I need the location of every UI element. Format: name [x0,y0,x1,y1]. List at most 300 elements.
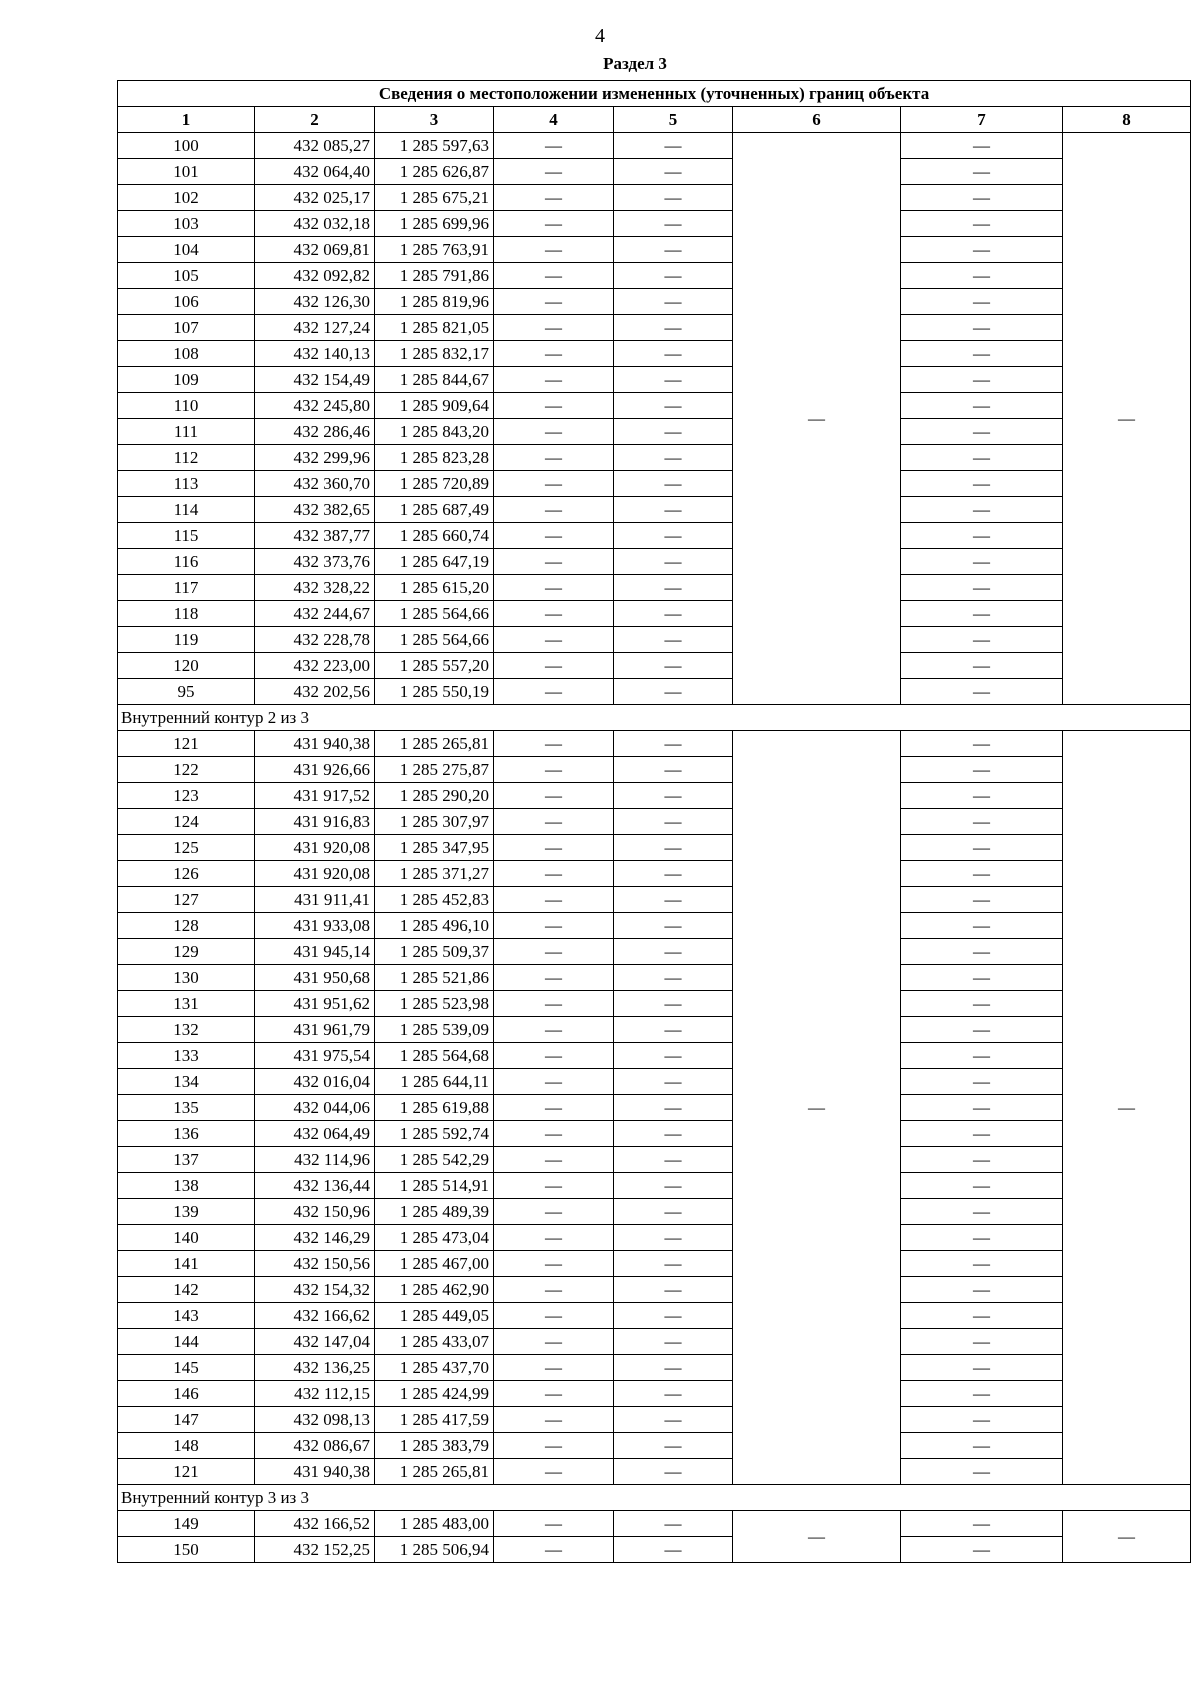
dash-cell: — [494,601,614,627]
dash-cell: — [614,263,733,289]
column-header-row [118,107,1191,133]
coordinate-y: 1 285 699,96 [375,211,494,237]
coordinate-y: 1 285 489,39 [375,1199,494,1225]
dash-cell: — [494,731,614,757]
dash-cell: — [901,757,1063,783]
dash-cell: — [614,913,733,939]
point-number: 108 [118,341,255,367]
table-row [118,783,1191,809]
dash-cell: — [614,991,733,1017]
table-row [118,835,1191,861]
dash-cell: — [494,913,614,939]
point-number: 121 [118,1459,255,1485]
dash-cell: — [494,1017,614,1043]
coordinate-y: 1 285 506,94 [375,1537,494,1563]
point-number: 118 [118,601,255,627]
table-caption: Сведения о местоположении измененных (уточненных) границ объекта [118,81,1191,107]
table-row [118,809,1191,835]
dash-cell: — [901,211,1063,237]
point-number: 144 [118,1329,255,1355]
dash-cell: — [614,731,733,757]
table-row [118,1095,1191,1121]
dash-cell: — [901,315,1063,341]
point-number: 109 [118,367,255,393]
coordinate-x: 431 933,08 [255,913,375,939]
dash-cell: — [494,185,614,211]
dash-cell: — [614,679,733,705]
table-row [118,1069,1191,1095]
coordinate-y: 1 285 823,28 [375,445,494,471]
dash-cell: — [614,835,733,861]
coordinate-x: 431 950,68 [255,965,375,991]
dash-cell: — [614,133,733,159]
dash-cell: — [494,861,614,887]
coordinate-x: 431 940,38 [255,1459,375,1485]
dash-cell: — [614,1329,733,1355]
point-number: 106 [118,289,255,315]
coordinate-x: 432 064,40 [255,159,375,185]
dash-cell: — [494,1225,614,1251]
coordinate-y: 1 285 275,87 [375,757,494,783]
dash-cell: — [901,1199,1063,1225]
dash-cell: — [614,419,733,445]
dash-cell: — [901,835,1063,861]
point-number: 123 [118,783,255,809]
point-number: 100 [118,133,255,159]
dash-cell: — [901,419,1063,445]
dash-cell: — [494,367,614,393]
dash-cell: — [614,1355,733,1381]
coordinate-y: 1 285 821,05 [375,315,494,341]
dash-cell: — [494,679,614,705]
point-number: 126 [118,861,255,887]
coordinate-x: 432 032,18 [255,211,375,237]
coordinate-x: 432 382,65 [255,497,375,523]
coordinate-x: 431 920,08 [255,835,375,861]
coordinate-x: 432 166,52 [255,1511,375,1537]
point-number: 122 [118,757,255,783]
coordinate-x: 432 154,32 [255,1277,375,1303]
dash-cell: — [614,315,733,341]
coordinate-y: 1 285 265,81 [375,731,494,757]
dash-cell: — [494,393,614,419]
dash-cell: — [614,341,733,367]
dash-cell: — [494,965,614,991]
table-row [118,1277,1191,1303]
point-number: 150 [118,1537,255,1563]
dash-cell: — [614,939,733,965]
coordinate-x: 432 244,67 [255,601,375,627]
dash-cell: — [494,289,614,315]
dash-cell: — [614,627,733,653]
table-row [118,1173,1191,1199]
coordinate-x: 432 025,17 [255,185,375,211]
dash-cell: — [901,653,1063,679]
point-number: 139 [118,1199,255,1225]
table-caption-row [118,81,1191,107]
dash-cell: — [901,1381,1063,1407]
merged-dash-cell: — [1063,731,1191,1485]
dash-cell: — [901,445,1063,471]
dash-cell: — [494,653,614,679]
coordinate-x: 432 098,13 [255,1407,375,1433]
dash-cell: — [494,211,614,237]
point-number: 115 [118,523,255,549]
coordinate-y: 1 285 615,20 [375,575,494,601]
dash-cell: — [614,1251,733,1277]
dash-cell: — [494,341,614,367]
table-row [118,991,1191,1017]
table-row [118,1355,1191,1381]
table-row [118,1043,1191,1069]
table-row [118,1147,1191,1173]
table-row [118,445,1191,471]
contour-header: Внутренний контур 2 из 3 [118,705,1191,731]
coordinate-x: 431 961,79 [255,1017,375,1043]
dash-cell: — [494,1329,614,1355]
dash-cell: — [614,1511,733,1537]
table-row [118,133,1191,159]
point-number: 133 [118,1043,255,1069]
point-number: 140 [118,1225,255,1251]
dash-cell: — [901,887,1063,913]
coordinate-x: 431 940,38 [255,731,375,757]
merged-dash-cell: — [1063,1511,1191,1563]
dash-cell: — [614,1225,733,1251]
dash-cell: — [901,627,1063,653]
point-number: 103 [118,211,255,237]
table-row [118,1017,1191,1043]
coordinate-y: 1 285 383,79 [375,1433,494,1459]
coordinate-x: 432 152,25 [255,1537,375,1563]
table-row [118,653,1191,679]
column-header: 1 [118,107,255,133]
table-row [118,367,1191,393]
merged-dash-cell: — [1063,133,1191,705]
dash-cell: — [901,1043,1063,1069]
coordinate-x: 431 951,62 [255,991,375,1017]
coordinate-y: 1 285 542,29 [375,1147,494,1173]
coordinate-y: 1 285 424,99 [375,1381,494,1407]
coordinate-x: 432 328,22 [255,575,375,601]
point-number: 114 [118,497,255,523]
coordinate-x: 432 150,56 [255,1251,375,1277]
coordinate-y: 1 285 265,81 [375,1459,494,1485]
table-row [118,341,1191,367]
dash-cell: — [614,1147,733,1173]
coordinate-y: 1 285 647,19 [375,549,494,575]
table-row [118,497,1191,523]
table-row [118,1303,1191,1329]
coordinate-y: 1 285 371,27 [375,861,494,887]
dash-cell: — [494,263,614,289]
merged-dash-cell: — [733,133,901,705]
table-row [118,289,1191,315]
point-number: 141 [118,1251,255,1277]
coordinate-x: 432 140,13 [255,341,375,367]
dash-cell: — [614,497,733,523]
coordinate-x: 432 086,67 [255,1433,375,1459]
column-header: 4 [494,107,614,133]
point-number: 120 [118,653,255,679]
page-number: 4 [595,25,605,47]
dash-cell: — [901,809,1063,835]
dash-cell: — [614,289,733,315]
dash-cell: — [494,991,614,1017]
table-row [118,263,1191,289]
dash-cell: — [901,471,1063,497]
merged-dash-cell: — [733,1511,901,1563]
dash-cell: — [494,237,614,263]
point-number: 149 [118,1511,255,1537]
dash-cell: — [494,1511,614,1537]
dash-cell: — [614,185,733,211]
dash-cell: — [614,367,733,393]
table-row [118,757,1191,783]
dash-cell: — [901,1459,1063,1485]
coordinate-y: 1 285 514,91 [375,1173,494,1199]
dash-cell: — [614,1095,733,1121]
dash-cell: — [901,289,1063,315]
dash-cell: — [614,1303,733,1329]
table-row [118,549,1191,575]
point-number: 134 [118,1069,255,1095]
dash-cell: — [494,419,614,445]
point-number: 137 [118,1147,255,1173]
dash-cell: — [494,1069,614,1095]
dash-cell: — [614,887,733,913]
table-row [118,601,1191,627]
dash-cell: — [901,1173,1063,1199]
coordinate-x: 432 299,96 [255,445,375,471]
point-number: 142 [118,1277,255,1303]
dash-cell: — [494,1121,614,1147]
coordinate-x: 431 911,41 [255,887,375,913]
coordinate-y: 1 285 564,66 [375,627,494,653]
coordinate-y: 1 285 539,09 [375,1017,494,1043]
dash-cell: — [901,965,1063,991]
dash-cell: — [494,445,614,471]
table-row [118,1433,1191,1459]
table-row [118,185,1191,211]
column-header: 8 [1063,107,1191,133]
point-number: 127 [118,887,255,913]
dash-cell: — [901,1121,1063,1147]
table-row [118,627,1191,653]
coordinate-x: 432 092,82 [255,263,375,289]
coordinate-y: 1 285 720,89 [375,471,494,497]
coordinate-x: 432 126,30 [255,289,375,315]
coordinate-x: 432 166,62 [255,1303,375,1329]
dash-cell: — [494,835,614,861]
point-number: 138 [118,1173,255,1199]
dash-cell: — [494,939,614,965]
dash-cell: — [901,367,1063,393]
merged-dash-cell: — [733,731,901,1485]
dash-cell: — [901,1251,1063,1277]
coordinate-y: 1 285 844,67 [375,367,494,393]
dash-cell: — [901,1277,1063,1303]
dash-cell: — [901,1511,1063,1537]
dash-cell: — [494,315,614,341]
coordinate-y: 1 285 462,90 [375,1277,494,1303]
point-number: 128 [118,913,255,939]
dash-cell: — [614,1043,733,1069]
dash-cell: — [494,159,614,185]
coordinate-y: 1 285 644,11 [375,1069,494,1095]
table-row [118,1225,1191,1251]
dash-cell: — [494,497,614,523]
dash-cell: — [901,523,1063,549]
dash-cell: — [494,1537,614,1563]
dash-cell: — [494,549,614,575]
coordinate-x: 432 069,81 [255,237,375,263]
dash-cell: — [494,1199,614,1225]
dash-cell: — [494,887,614,913]
coordinate-x: 432 286,46 [255,419,375,445]
dash-cell: — [614,653,733,679]
coordinate-x: 431 975,54 [255,1043,375,1069]
dash-cell: — [614,575,733,601]
table-row [118,965,1191,991]
coordinate-y: 1 285 819,96 [375,289,494,315]
dash-cell: — [901,861,1063,887]
dash-cell: — [901,1355,1063,1381]
point-number: 143 [118,1303,255,1329]
dash-cell: — [614,393,733,419]
coordinate-x: 432 044,06 [255,1095,375,1121]
table-row [118,419,1191,445]
dash-cell: — [901,185,1063,211]
table-row [118,211,1191,237]
coordinate-x: 431 917,52 [255,783,375,809]
dash-cell: — [614,1537,733,1563]
dash-cell: — [901,939,1063,965]
dash-cell: — [494,1043,614,1069]
dash-cell: — [901,1147,1063,1173]
dash-cell: — [901,1069,1063,1095]
table-row [118,1407,1191,1433]
dash-cell: — [901,1095,1063,1121]
dash-cell: — [494,523,614,549]
coordinate-x: 432 223,00 [255,653,375,679]
dash-cell: — [614,1459,733,1485]
dash-cell: — [494,627,614,653]
table-row [118,861,1191,887]
dash-cell: — [614,445,733,471]
coordinate-x: 432 136,44 [255,1173,375,1199]
coordinate-x: 431 920,08 [255,861,375,887]
dash-cell: — [901,497,1063,523]
point-number: 146 [118,1381,255,1407]
point-number: 131 [118,991,255,1017]
coordinate-y: 1 285 307,97 [375,809,494,835]
coordinate-y: 1 285 626,87 [375,159,494,185]
table-row [118,523,1191,549]
coordinate-x: 432 064,49 [255,1121,375,1147]
coordinate-y: 1 285 347,95 [375,835,494,861]
coordinate-y: 1 285 597,63 [375,133,494,159]
dash-cell: — [901,783,1063,809]
point-number: 119 [118,627,255,653]
coordinate-x: 431 945,14 [255,939,375,965]
coordinate-y: 1 285 557,20 [375,653,494,679]
dash-cell: — [614,1407,733,1433]
dash-cell: — [614,1173,733,1199]
coordinate-y: 1 285 509,37 [375,939,494,965]
dash-cell: — [901,575,1063,601]
dash-cell: — [614,1277,733,1303]
coordinates-table [117,80,1191,1563]
coordinate-y: 1 285 521,86 [375,965,494,991]
column-header: 3 [375,107,494,133]
dash-cell: — [494,1459,614,1485]
point-number: 113 [118,471,255,497]
point-number: 105 [118,263,255,289]
dash-cell: — [614,471,733,497]
coordinate-y: 1 285 437,70 [375,1355,494,1381]
dash-cell: — [614,1121,733,1147]
dash-cell: — [614,1017,733,1043]
point-number: 129 [118,939,255,965]
dash-cell: — [614,965,733,991]
section-title: Раздел 3 [603,54,667,73]
table-row [118,679,1191,705]
point-number: 132 [118,1017,255,1043]
dash-cell: — [494,471,614,497]
coordinate-x: 431 926,66 [255,757,375,783]
dash-cell: — [901,1329,1063,1355]
point-number: 125 [118,835,255,861]
dash-cell: — [901,991,1063,1017]
column-header: 2 [255,107,375,133]
dash-cell: — [614,1199,733,1225]
dash-cell: — [614,783,733,809]
table-row [118,887,1191,913]
table-row [118,575,1191,601]
coordinate-y: 1 285 473,04 [375,1225,494,1251]
coordinate-x: 431 916,83 [255,809,375,835]
dash-cell: — [901,1433,1063,1459]
dash-cell: — [901,263,1063,289]
coordinate-x: 432 154,49 [255,367,375,393]
column-header: 6 [733,107,901,133]
coordinate-y: 1 285 564,68 [375,1043,494,1069]
table-row [118,471,1191,497]
table-row [118,315,1191,341]
dash-cell: — [494,1147,614,1173]
coordinate-x: 432 245,80 [255,393,375,419]
coordinate-y: 1 285 467,00 [375,1251,494,1277]
dash-cell: — [901,549,1063,575]
coordinate-x: 432 228,78 [255,627,375,653]
dash-cell: — [494,1381,614,1407]
dash-cell: — [494,1251,614,1277]
dash-cell: — [901,601,1063,627]
dash-cell: — [614,211,733,237]
table-row [118,393,1191,419]
contour-header-row [118,1485,1191,1511]
coordinate-y: 1 285 763,91 [375,237,494,263]
table-row [118,159,1191,185]
dash-cell: — [901,237,1063,263]
point-number: 145 [118,1355,255,1381]
coordinate-x: 432 147,04 [255,1329,375,1355]
coordinate-x: 432 112,15 [255,1381,375,1407]
point-number: 95 [118,679,255,705]
point-number: 124 [118,809,255,835]
table-row [118,1251,1191,1277]
